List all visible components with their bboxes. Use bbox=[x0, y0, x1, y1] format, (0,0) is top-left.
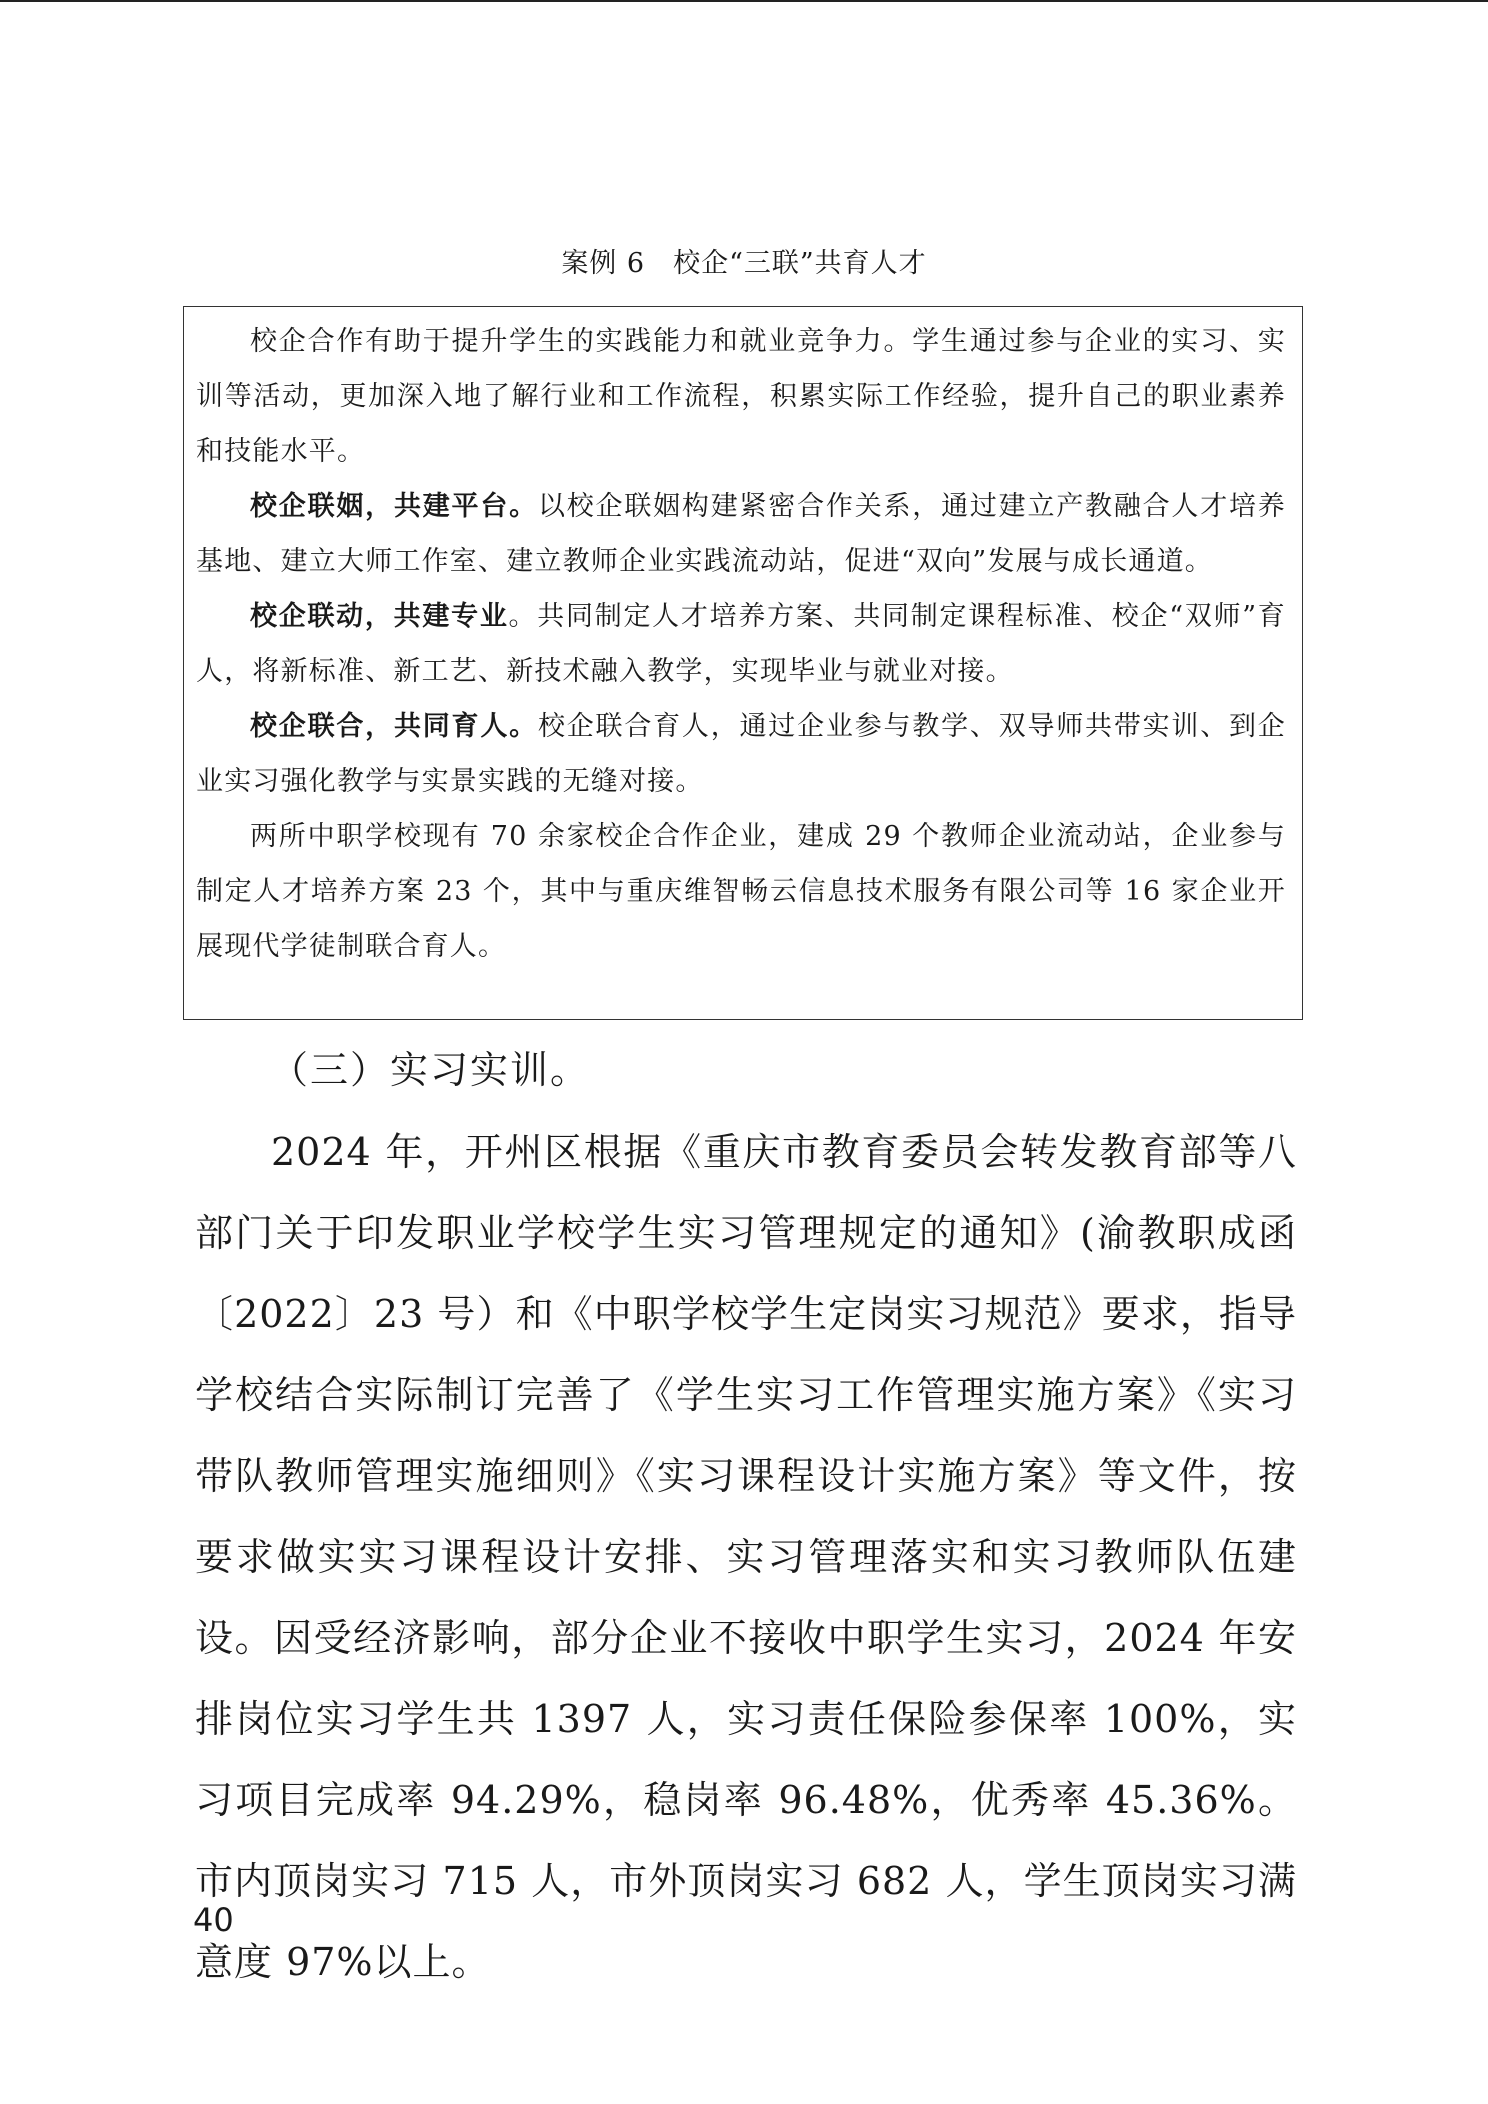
case-point-major bbox=[196, 589, 1286, 699]
case-point-text: 以校企联姻构建紧密合作关系，通过建立产教融合人才培养基地、建立大师工作室、建立教师企业实践流动站，促进“双向”发展与成长通道。 bbox=[196, 491, 1287, 577]
case-point-heading: 校企联姻，共建平台。 bbox=[250, 491, 538, 522]
case-point-text: 。共同制定人才培养方案、共同制定课程标准、校企“双师”育人，将新标准、新工艺、新技术融入教学，实现毕业与就业对接。 bbox=[196, 601, 1286, 687]
case-point-heading: 校企联合，共同育人。 bbox=[250, 711, 538, 742]
section-paragraph: 2024 年，开州区根据《重庆市教育委员会转发教育部等八部门关于印发职业学校学生实习管理规定的通知》(渝教职成函〔2022〕23 号）和《中职学校学生定岗实习规范》要求，指导学校结合实际制订完善了《学生实习工作管理实施方案》《实习带队教师管理实施细则》《实习课程设计实施方案》等文件，按要求做实实习课程设计安排、实习管理落实和实习教师队伍建设。因受经济影响，部分企业不接收中职学生实习，2024 年安排岗位实习学生共 1397 人，实习责任保险参保率 100%，实习项目完成率 94.29%，稳岗率 96.48%，优秀率 45.36%。市内顶岗实习 715 人，市外顶岗实习 682 人，学生顶岗实习满意度 97%以上。 bbox=[195, 1130, 1297, 1984]
case-box bbox=[183, 306, 1303, 1020]
case-point-heading: 校企联动，共建专业 bbox=[250, 601, 509, 632]
case-point-education bbox=[196, 699, 1286, 809]
case-intro: 校企合作有助于提升学生的实践能力和就业竞争力。学生通过参与企业的实习、实训等活动，更加深入地了解行业和工作流程，积累实际工作经验，提升自己的职业素养和技能水平。 bbox=[196, 326, 1286, 467]
case-point-text: 校企联合育人，通过企业参与教学、双导师共带实训、到企业实习强化教学与实景实践的无缝对接。 bbox=[196, 711, 1287, 797]
case-summary: 两所中职学校现有 70 余家校企合作企业，建成 29 个教师企业流动站，企业参与制定人才培养方案 23 个，其中与重庆维智畅云信息技术服务有限公司等 16 家企业开展现代学徒制联合育人。 bbox=[196, 821, 1286, 962]
case-point-platform bbox=[196, 479, 1286, 589]
case-title: 案例 6 校企“三联”共育人才 bbox=[561, 248, 927, 279]
page-number: 40 bbox=[193, 1901, 234, 1939]
top-border-rule bbox=[0, 0, 1488, 2]
section-heading: （三）实习实训。 bbox=[270, 1048, 591, 1092]
